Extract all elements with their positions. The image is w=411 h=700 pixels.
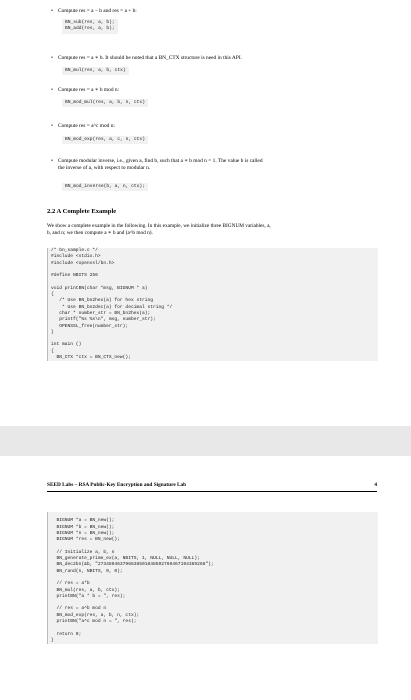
code-line: BN_mul(res, a, b, ctx) [65, 68, 126, 73]
code-line: BN_mul(res, a, b, ctx); [51, 587, 120, 593]
code-line: BN_rand(n, NBITS, 0, 0); [51, 568, 123, 574]
code-line: BN_add(res, a, b); [65, 26, 115, 32]
code-line: BN_mod_mul(res, a, b, n, ctx) [65, 100, 145, 105]
bullet-text: Compute modular inverse, i.e., given a, find b, such that a ∗ b mod n = 1. The value b is called [58, 158, 263, 164]
bullet-dot: • [51, 123, 53, 129]
code-line: { [51, 348, 54, 354]
code-line: printBN("a * b = ", res); [51, 593, 126, 599]
code-line: BN_mod_inverse(b, a, n, ctx); [65, 184, 145, 189]
code-line: BIGNUM *a = BN_new(); [51, 518, 115, 524]
inline-code-block [62, 67, 129, 75]
bullet-item [51, 8, 358, 15]
code-listing [47, 248, 378, 361]
paragraph [47, 223, 377, 237]
inline-code-block [62, 19, 118, 34]
document-page-2 [0, 456, 411, 700]
bullet-item [51, 123, 358, 130]
bullet-item [51, 55, 358, 62]
bullet-text-continued: the inverse of a, with respect to modular n. [58, 165, 151, 171]
code-line: BN_mod_exp(res, a, c, n, ctx) [65, 137, 145, 142]
bullet-dot: • [51, 158, 53, 164]
code-line: BIGNUM *b = BN_new(); [51, 524, 115, 530]
bullet-text: Compute res = a ∗ b mod n: [58, 87, 120, 93]
code-line: { [51, 292, 54, 298]
bullet-item [51, 87, 358, 94]
code-line: int main () [51, 342, 82, 348]
code-line: // Initialize a, b, n [51, 549, 115, 555]
bullet-dot: • [51, 8, 53, 14]
paragraph-line: b, and n; we then compute a ∗ b and (a^b mod n). [47, 230, 153, 236]
page-separator [0, 426, 411, 456]
running-header [47, 482, 377, 488]
code-line: /* Use BN_bn2hex(a) for hex string [51, 298, 153, 304]
page-number: 4 [374, 482, 377, 488]
code-line: // res = a*b [51, 581, 90, 587]
bullet-text: Compute res = a ∗ b. It should be noted that a BN_CTX structure is need in this API. [58, 55, 242, 61]
header-rule [47, 491, 377, 492]
code-line: BN_dec2bn(&b, "273489463796838501848592769467194369268"); [51, 562, 214, 568]
code-line: BIGNUM *res = BN_new(); [51, 537, 120, 543]
bullet-dot: • [51, 55, 53, 61]
code-line: #define NBITS 256 [51, 273, 98, 279]
code-line: } [51, 329, 54, 335]
section-title: 2.2 A Complete Example [47, 208, 117, 215]
header-title: SEED Labs – RSA Public-Key Encryption and Signature Lab [47, 482, 187, 488]
code-line: char * number_str = BN_bn2hex(a); [51, 310, 151, 316]
code-line: } [51, 637, 54, 643]
code-line: BN_sub(res, a, b); [65, 20, 115, 25]
code-line: BN_generate_prime_ex(a, NBITS, 1, NULL, NULL, NULL); [51, 556, 200, 562]
code-line: return 0; [51, 631, 82, 637]
code-line: printf("%s %s\n", msg, number_str); [51, 317, 156, 323]
code-line: #include <openssl/bn.h> [51, 260, 115, 266]
code-listing [47, 512, 378, 644]
bullet-dot: • [51, 87, 53, 93]
bullet-item [51, 158, 378, 172]
code-line: // res = a^b mod n [51, 606, 107, 612]
code-line: printBN("a^c mod n = ", res); [51, 619, 137, 625]
code-line: /* bn_sample.c */ [51, 248, 98, 253]
code-line: BN_CTX *ctx = BN_CTX_new(); [51, 355, 131, 361]
code-line: #include <stdio.h> [51, 254, 101, 260]
code-line: * Use BN_bn2dec(a) for decimal string */ [51, 304, 173, 310]
bullet-text: Compute res = a − b and res = a + b: [58, 8, 137, 14]
code-line: BIGNUM *n = BN_new(); [51, 530, 115, 536]
code-line: void printBN(char *msg, BIGNUM * a) [51, 285, 148, 291]
inline-code-block [62, 183, 148, 191]
inline-code-block [62, 136, 148, 144]
paragraph-line: We show a complete example in the following. In this example, we initialize three BIGNUM variables, a, [47, 223, 271, 229]
code-line: BN_mod_exp(res, a, b, n, ctx); [51, 612, 140, 618]
bullet-text: Compute res = a^c mod n: [58, 123, 115, 129]
code-line: OPENSSL_free(number_str); [51, 323, 129, 329]
inline-code-block [62, 99, 148, 107]
